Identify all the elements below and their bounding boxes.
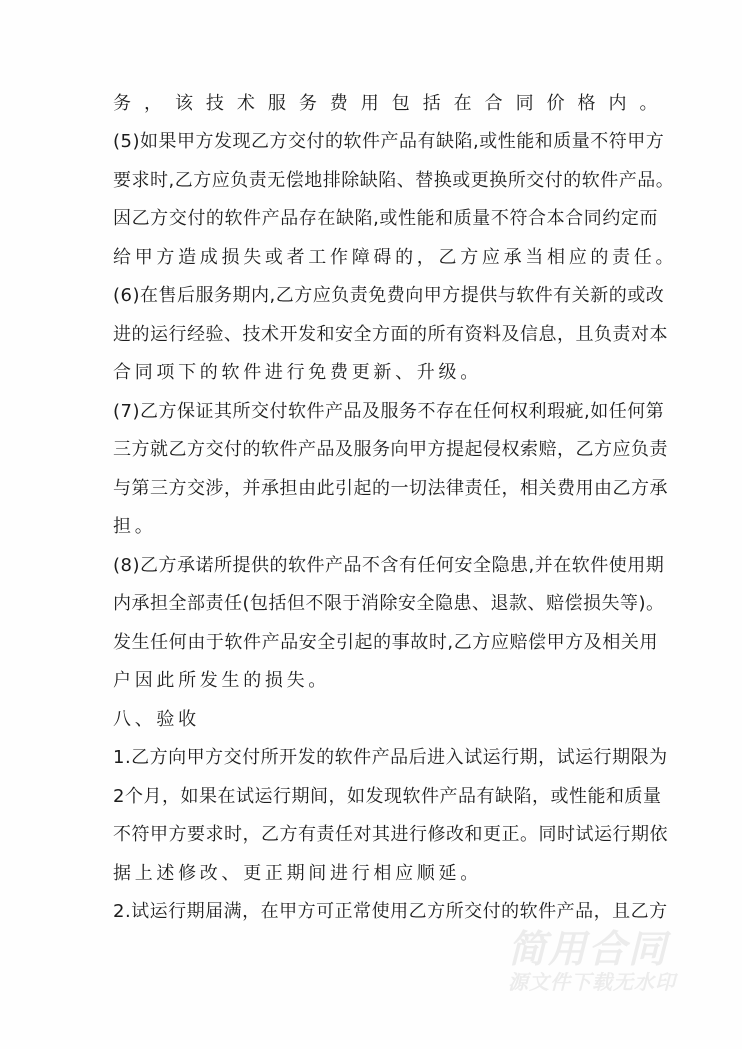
text-line: 据上述修改、更正期间进行相应顺延。 (113, 863, 482, 884)
text-line: (6)在售后服务期内,乙方应负责免费向甲方提供与软件有关新的或改 (113, 285, 665, 306)
watermark-title: 简用合同 (508, 927, 669, 971)
text-line: (7)乙方保证其所交付软件产品及服务不存在任何权利瑕疵,如任何第 (113, 401, 665, 422)
text-line: 不符甲方要求时，乙方有责任对其进行修改和更正。同时试运行期依 (113, 824, 668, 845)
text-line: 发生任何由于软件产品安全引起的事故时,乙方应赔偿甲方及相关用 (113, 632, 658, 653)
watermark-subtitle: 源文件下载无水印 (508, 970, 676, 994)
text-line: 进的运行经验、技术开发和安全方面的所有资料及信息，且负责对本 (113, 324, 668, 345)
text-line: 合同项下的软件进行免费更新、升级。 (113, 362, 482, 383)
text-line: 2个月，如果在试运行期间，如发现软件产品有缺陷，或性能和质量 (113, 786, 662, 807)
text-line: 担。 (113, 516, 157, 537)
text-line: 户因此所发生的损失。 (113, 670, 330, 691)
text-line: 因乙方交付的软件产品存在缺陷,或性能和质量不符合本合同约定而 (113, 208, 658, 229)
text-line: 内承担全部责任(包括但不限于消除安全隐患、退款、赔偿损失等)。 (113, 593, 665, 614)
text-line: (5)如果甲方发现乙方交付的软件产品有缺陷,或性能和质量不符甲方 (113, 131, 665, 152)
text-line: 务，该技术服务费用包括在合同价格内。 (113, 93, 658, 114)
section-heading: 八、验收 (113, 709, 200, 730)
text-line: 三方就乙方交付的软件产品及服务向甲方提起侵权索赔，乙方应负责 (113, 439, 668, 460)
text-line: 给甲方造成损失或者工作障碍的，乙方应承当相应的责任。 (113, 247, 678, 268)
text-line: 与第三方交涉，并承担由此引起的一切法律责任，相关费用由乙方承 (113, 478, 668, 499)
text-line: 要求时,乙方应负责无偿地排除缺陷、替换或更换所交付的软件产品。 (113, 170, 675, 191)
text-line: 1.乙方向甲方交付所开发的软件产品后进入试运行期，试运行期限为 (113, 747, 668, 768)
text-line: (8)乙方承诺所提供的软件产品不含有任何安全隐患,并在软件使用期 (113, 555, 665, 576)
text-line: 2.试运行期届满，在甲方可正常使用乙方所交付的软件产品，且乙方 (113, 901, 668, 922)
